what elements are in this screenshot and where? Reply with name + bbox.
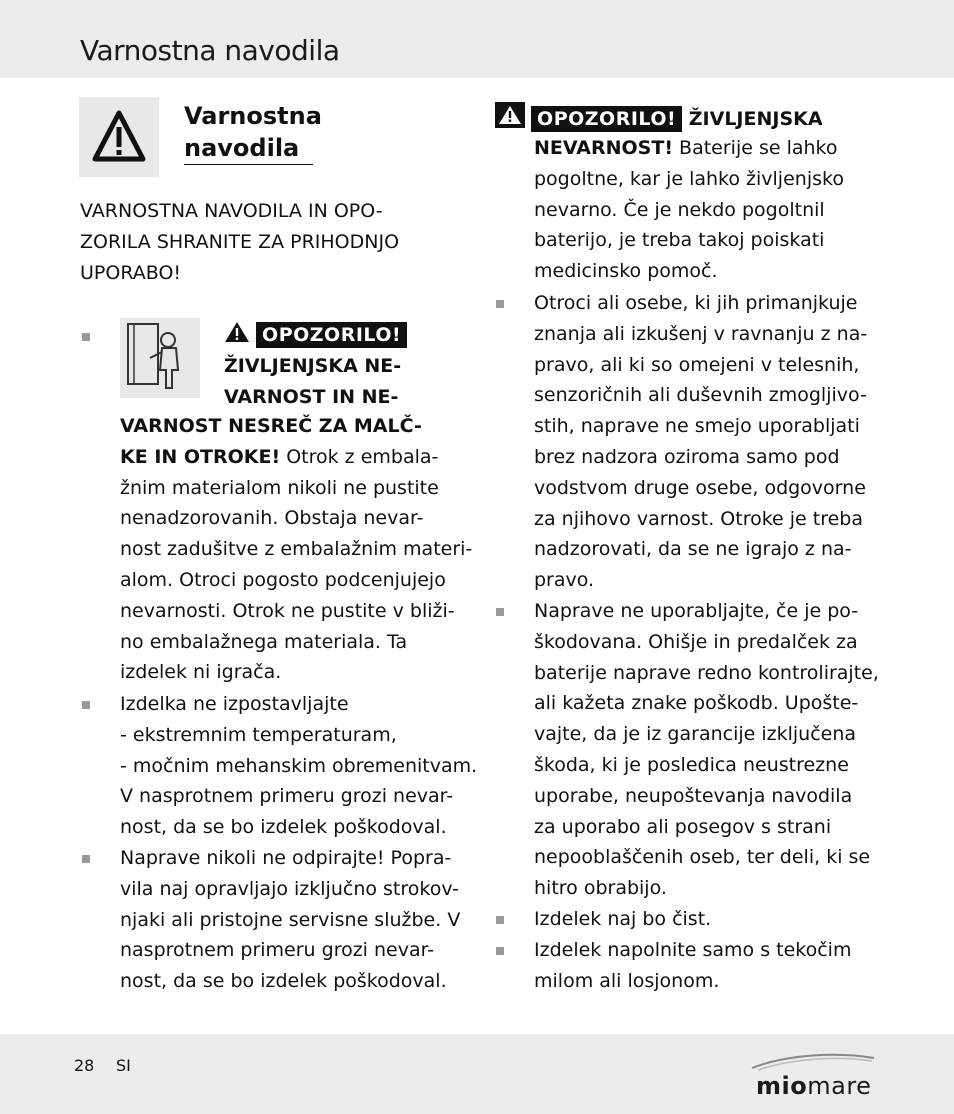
- intro-warning-text: VARNOSTNA NAVODILA IN OPO- ZORILA SHRANITE ZA PRIHODNJO UPORABO!: [80, 200, 400, 284]
- logo-swoosh-icon: [748, 1052, 878, 1072]
- left-item2: Izdelka ne izpostavljajte - ekstremnim temperaturam, - močnim mehanskim obremenitvam. V nasprotnem primeru grozi nevar- nost, da se bo izdelek poškodoval.: [120, 693, 478, 839]
- right-item2: Naprave ne uporabljajte, če je po- škodovana. Ohišje in predalček za baterije naprave redno kontrolirajte, ali kažeta znake poškodb. Upošte- vajte, da je iz garancije izključena škoda, ki je posledica neustrezne uporabe, neupoštevanja navodila za uporabo ali posegov s strani nepooblaščenih oseb, ter deli, ki se hitro obrabijo.: [534, 600, 879, 900]
- opozorilo-badge: OPOZORILO!: [531, 106, 682, 132]
- page-title: Varnostna navodila: [80, 34, 340, 67]
- left-item1-body: VARNOST NESREČ ZA MALČ- KE IN OTROKE! Otrok z embala- žnim materialom nikoli ne pustite nenadzorovanih. Obstaja nevar- nost zadušitve z embalažnim materi- alom. Otroci pogosto podcenjujejo nevarnosti. Otrok ne pustite v bliži- no embalažnega materiala. Ta izdelek ni igrača.: [120, 415, 473, 684]
- bullet-icon: [82, 701, 90, 709]
- left-item3: Naprave nikoli ne odpirajte! Popra- vila naj opravljajo izključno strokov- njaki ali pristojne servisne službe. V nasprotnem primeru grozi nevar- nost, da se bo izdelek poškodoval.: [120, 847, 461, 993]
- right-item1: Otroci ali osebe, ki jih primanjkuje znanja ali izkušenj v ravnanju z na- pravo, ali ki so omejeni v telesnih, senzoričnih ali duševnih zmogljivo- stih, naprave ne smejo uporabljati brez nadzora oziroma samo pod vodstvom druge osebe, odgovorne za njihovo varnost. Otroke je treba nadzorovati, da se ne igrajo z na- pravo.: [534, 292, 868, 592]
- bullet-icon: [496, 608, 504, 616]
- right-warning-body: NEVARNOST! Baterije se lahko pogoltne, kar je lahko življenjsko nevarno. Če je nekdo pogoltnil baterijo, je treba takoj poiskati medicinsko pomoč.: [534, 137, 844, 283]
- language-code: SI: [116, 1056, 131, 1075]
- bullet-icon: [82, 855, 90, 863]
- bullet-icon: [496, 300, 504, 308]
- page-number: 28: [74, 1056, 95, 1075]
- section-heading: Varnostna navodila: [184, 102, 322, 162]
- child-with-package-icon: [120, 318, 200, 398]
- bullet-icon: [496, 947, 504, 955]
- heading-underline: [184, 164, 313, 165]
- right-item3: Izdelek naj bo čist.: [534, 908, 712, 930]
- right-warning-head: OPOZORILO! ŽIVLJENJSKA: [495, 102, 823, 135]
- warning-icon: [79, 97, 159, 177]
- warning-triangle-icon: [224, 320, 250, 344]
- bullet-icon: [496, 916, 504, 924]
- warning-triangle-icon: [495, 102, 525, 128]
- right-item4: Izdelek napolnite samo s tekočim milom ali losjonom.: [534, 939, 852, 992]
- brand-logo: miomare: [756, 1060, 886, 1100]
- bullet-icon: [82, 333, 90, 341]
- opozorilo-badge: OPOZORILO!: [256, 322, 407, 348]
- left-item1-head: OPOZORILO! ŽIVLJENJSKA NE- VARNOST IN NE-: [224, 320, 407, 412]
